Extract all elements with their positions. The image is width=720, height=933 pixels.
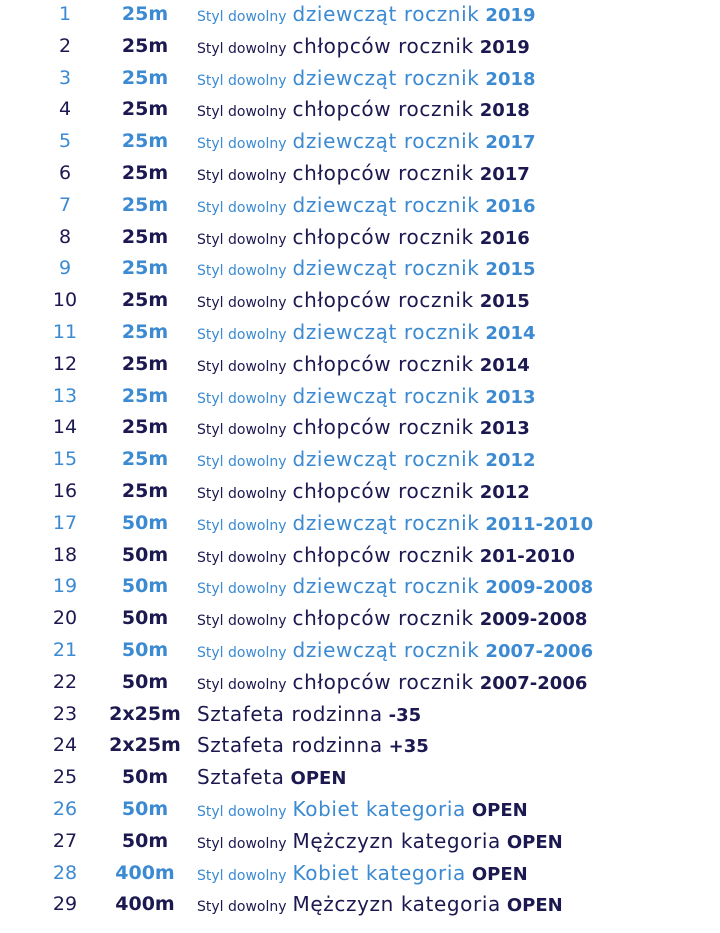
event-distance: 25m	[121, 257, 169, 280]
event-category: chłopców rocznik	[292, 415, 474, 440]
event-description	[197, 670, 587, 694]
event-category: dziewcząt rocznik	[292, 383, 480, 408]
event-year: 2014	[485, 323, 536, 344]
event-description	[197, 320, 536, 344]
event-style: Styl dowolny	[197, 454, 287, 471]
event-distance: 50m	[121, 543, 169, 566]
event-distance: 50m	[121, 607, 169, 630]
event-style: Styl dowolny	[197, 327, 287, 343]
event-year: OPEN	[506, 831, 563, 853]
event-year: 2016	[479, 227, 530, 249]
event-description	[197, 447, 536, 471]
event-description	[197, 161, 530, 185]
event-row	[0, 348, 720, 380]
event-description	[197, 2, 536, 26]
event-number: 2	[58, 34, 72, 57]
event-distance: 25m	[121, 225, 169, 248]
event-category: chłopców rocznik	[292, 288, 474, 313]
event-row	[0, 570, 720, 602]
event-description	[197, 34, 530, 58]
event-distance: 25m	[121, 448, 169, 471]
event-year: OPEN	[506, 895, 563, 917]
event-row	[0, 125, 720, 157]
event-style: Styl dowolny	[197, 422, 287, 439]
event-number: 22	[52, 670, 78, 693]
event-row	[0, 729, 720, 761]
event-number: 9	[58, 257, 72, 280]
event-number: 24	[52, 734, 78, 757]
event-row	[0, 189, 720, 221]
event-category: dziewcząt rocznik	[292, 574, 480, 599]
event-number: 12	[52, 352, 78, 375]
event-distance: 25m	[121, 193, 169, 216]
event-category: Kobiet kategoria	[292, 797, 466, 821]
event-category: dziewcząt rocznik	[292, 256, 480, 281]
event-row	[0, 0, 720, 30]
event-row	[0, 475, 720, 507]
event-year: 2018	[479, 100, 530, 122]
event-year: 2015	[479, 291, 530, 313]
event-style: Styl dowolny	[197, 168, 287, 184]
event-category: Mężczyzn kategoria	[292, 828, 501, 853]
event-number: 27	[52, 829, 78, 852]
event-number: 13	[52, 384, 78, 407]
event-number: 5	[58, 130, 72, 153]
event-number: 10	[52, 289, 78, 312]
event-distance: 50m	[121, 511, 169, 534]
event-description	[197, 797, 528, 821]
event-style: Styl dowolny	[197, 199, 287, 216]
event-number: 7	[58, 193, 72, 216]
event-year: 201-2010	[479, 545, 575, 567]
event-distance: 25m	[121, 289, 169, 312]
event-category: chłopców rocznik	[292, 606, 474, 631]
event-distance: 25m	[121, 416, 169, 439]
event-distance: 400m	[115, 861, 175, 884]
event-number: 25	[52, 766, 78, 789]
event-description	[197, 193, 536, 217]
event-row	[0, 507, 720, 539]
event-number: 29	[52, 893, 78, 916]
event-distance: 50m	[121, 639, 169, 661]
event-distance: 25m	[121, 3, 169, 25]
event-number: 1	[58, 3, 72, 25]
event-style: Styl dowolny	[197, 295, 287, 312]
event-distance: 25m	[121, 352, 169, 375]
event-number: 15	[52, 448, 78, 471]
event-row	[0, 284, 720, 316]
event-year: 2007-2006	[485, 641, 594, 662]
event-row	[0, 888, 720, 920]
event-category: chłopców rocznik	[292, 351, 474, 376]
event-description	[197, 256, 536, 280]
event-category: Sztafeta rodzinna	[197, 701, 383, 726]
event-year: 2018	[485, 68, 536, 90]
event-row	[0, 666, 720, 698]
event-row	[0, 411, 720, 443]
event-row	[0, 221, 720, 253]
event-distance: 50m	[121, 766, 169, 789]
event-row	[0, 62, 720, 94]
event-distance: 2x25m	[109, 702, 181, 725]
event-description	[197, 574, 593, 598]
event-row	[0, 539, 720, 571]
event-style: Styl dowolny	[197, 486, 287, 502]
event-row	[0, 380, 720, 412]
event-distance: 50m	[121, 829, 169, 852]
event-row	[0, 698, 720, 730]
event-year: 2007-2006	[479, 672, 588, 694]
event-number: 8	[58, 225, 72, 248]
event-description	[197, 733, 429, 757]
event-row	[0, 602, 720, 634]
event-category: Sztafeta rodzinna	[197, 733, 383, 758]
event-year: 2016	[485, 195, 536, 217]
event-distance: 25m	[121, 34, 169, 57]
event-distance: 25m	[121, 98, 169, 121]
event-distance: 50m	[121, 670, 169, 693]
event-row	[0, 443, 720, 475]
event-description	[197, 384, 536, 408]
event-distance: 400m	[115, 893, 175, 916]
event-category: dziewcząt rocznik	[292, 510, 480, 535]
event-style: Styl dowolny	[197, 867, 287, 884]
event-number: 11	[52, 321, 78, 343]
event-row	[0, 857, 720, 889]
event-category: Kobiet kategoria	[292, 860, 466, 885]
event-category: chłopców rocznik	[292, 161, 474, 185]
event-style: Styl dowolny	[197, 40, 287, 57]
event-category: dziewcząt rocznik	[292, 447, 480, 472]
event-description	[197, 638, 593, 662]
event-category: chłopców rocznik	[292, 479, 474, 503]
event-distance: 25m	[121, 384, 169, 407]
event-number: 6	[58, 162, 72, 184]
event-row	[0, 793, 720, 825]
event-style: Styl dowolny	[197, 549, 287, 566]
event-distance: 25m	[121, 66, 169, 89]
event-year: 2017	[479, 164, 530, 185]
event-row	[0, 634, 720, 666]
event-category: chłopców rocznik	[292, 669, 474, 694]
event-style: Styl dowolny	[197, 72, 287, 89]
event-row	[0, 825, 720, 857]
event-distance: 25m	[121, 480, 169, 502]
event-category: chłopców rocznik	[292, 33, 474, 58]
event-year: -35	[388, 704, 422, 726]
event-year: OPEN	[290, 768, 347, 790]
event-year: 2017	[485, 132, 536, 154]
event-number: 28	[52, 861, 78, 884]
event-distance: 50m	[121, 798, 169, 820]
event-year: OPEN	[471, 863, 528, 885]
event-category: Mężczyzn kategoria	[292, 892, 501, 917]
event-number: 18	[52, 543, 78, 566]
event-number: 26	[52, 798, 78, 820]
event-style: Styl dowolny	[197, 899, 287, 916]
event-row	[0, 30, 720, 62]
event-description	[197, 415, 530, 439]
event-style: Styl dowolny	[197, 581, 287, 598]
event-number: 14	[52, 416, 78, 439]
event-description	[197, 352, 530, 376]
event-style: Styl dowolny	[197, 136, 287, 153]
event-description	[197, 543, 575, 567]
event-description	[197, 288, 530, 312]
event-description	[197, 479, 530, 503]
event-style: Styl dowolny	[197, 263, 287, 280]
event-year: +35	[388, 736, 429, 758]
event-year: 2015	[485, 259, 536, 281]
event-year: 2009-2008	[485, 577, 594, 599]
event-year: 2013	[479, 418, 530, 440]
event-description	[197, 765, 346, 789]
event-style: Styl dowolny	[197, 104, 287, 121]
event-category: dziewcząt rocznik	[292, 2, 480, 26]
event-style: Styl dowolny	[197, 358, 287, 375]
event-category: dziewcząt rocznik	[292, 638, 480, 662]
event-category: chłopców rocznik	[292, 97, 474, 122]
event-year: 2013	[485, 386, 536, 408]
event-year: OPEN	[471, 800, 528, 821]
event-year: 2014	[479, 354, 530, 376]
event-description	[197, 702, 421, 726]
event-description	[197, 97, 530, 121]
event-number: 17	[52, 511, 78, 534]
event-description	[197, 829, 563, 853]
event-description	[197, 606, 587, 630]
event-number: 3	[58, 66, 72, 89]
event-row	[0, 316, 720, 348]
event-distance: 25m	[121, 130, 169, 153]
event-number: 23	[52, 702, 78, 725]
event-style: Styl dowolny	[197, 804, 287, 820]
event-number: 20	[52, 607, 78, 630]
event-description	[197, 225, 530, 249]
event-style: Styl dowolny	[197, 676, 287, 693]
event-category: dziewcząt rocznik	[292, 320, 480, 344]
event-distance: 25m	[121, 162, 169, 184]
event-number: 21	[52, 639, 78, 661]
event-row	[0, 157, 720, 189]
event-category: dziewcząt rocznik	[292, 65, 480, 90]
event-year: 2019	[479, 36, 530, 58]
event-category: dziewcząt rocznik	[292, 192, 480, 217]
event-year: 2019	[485, 5, 536, 26]
event-style: Styl dowolny	[197, 835, 287, 852]
event-year: 2012	[479, 482, 530, 503]
event-row	[0, 252, 720, 284]
event-year: 2009-2008	[479, 609, 588, 631]
event-description	[197, 66, 536, 90]
event-description	[197, 861, 528, 885]
event-distance: 50m	[121, 575, 169, 598]
event-row	[0, 761, 720, 793]
event-number: 16	[52, 480, 78, 502]
event-number: 19	[52, 575, 78, 598]
event-style: Styl dowolny	[197, 390, 287, 407]
event-style: Styl dowolny	[197, 613, 287, 630]
event-distance: 2x25m	[109, 734, 181, 757]
event-year: 2011-2010	[485, 513, 594, 535]
event-category: Sztafeta	[197, 765, 285, 790]
event-year: 2012	[485, 450, 536, 472]
event-style: Styl dowolny	[197, 517, 287, 534]
event-category: chłopców rocznik	[292, 542, 474, 567]
event-category: dziewcząt rocznik	[292, 129, 480, 154]
event-category: chłopców rocznik	[292, 224, 474, 249]
event-description	[197, 511, 593, 535]
event-distance: 25m	[121, 321, 169, 343]
event-style: Styl dowolny	[197, 9, 287, 25]
event-row	[0, 93, 720, 125]
event-description	[197, 129, 536, 153]
event-style: Styl dowolny	[197, 645, 287, 661]
event-number: 4	[58, 98, 72, 121]
event-style: Styl dowolny	[197, 231, 287, 248]
event-description	[197, 892, 563, 916]
